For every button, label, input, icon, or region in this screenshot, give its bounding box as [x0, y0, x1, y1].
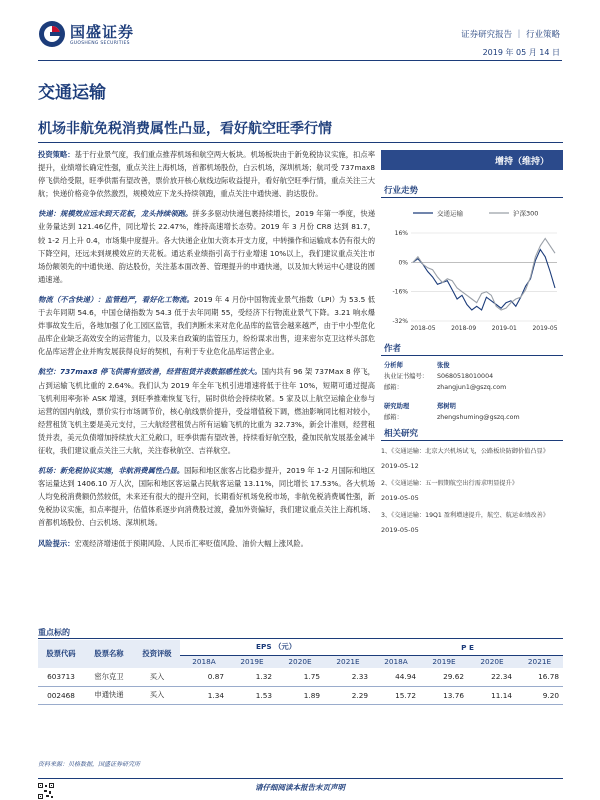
col-header-year: 2021E	[324, 655, 372, 668]
related-item[interactable]	[381, 444, 563, 474]
report-date: 2019 年 05 月 14 日	[482, 48, 560, 57]
assistant-name: 郑树明	[437, 403, 456, 410]
trend-heading-label: 行业走势	[384, 186, 419, 196]
col-header-code: 股票代码	[38, 640, 84, 668]
paragraph-lead: 航空：737max8 停飞供需有望改善，经营租赁并表数据感性放大。	[38, 367, 262, 377]
paragraph-logistics	[38, 293, 375, 358]
chart-x-ticks	[410, 325, 557, 332]
paragraph-airport	[38, 464, 375, 529]
eps-value: 1.34	[180, 686, 228, 704]
pe-value: 29.62	[420, 668, 468, 686]
chart-legend	[413, 209, 538, 218]
footer-disclaimer: 请仔细阅读本报告末页声明	[255, 783, 345, 792]
pe-value: 15.72	[372, 686, 420, 704]
paragraph-express	[38, 207, 375, 286]
analyst-heading-label: 作者	[384, 344, 402, 354]
col-header-year: 2018A	[180, 655, 228, 668]
report-title: 机场非航免税消费属性凸显，看好航空旺季行情	[38, 121, 332, 137]
industry-name: 交通运输	[38, 83, 106, 103]
assistant-role: 研究助理	[384, 403, 410, 410]
paragraph-lead: 风险提示：	[38, 538, 75, 548]
report-body	[38, 148, 375, 557]
analyst-row	[381, 382, 563, 393]
related-title[interactable]: 2、《交通运输：五一假期航空出行需求明显提升》	[381, 480, 518, 487]
stock-code: 002468	[38, 686, 84, 704]
eps-value: 1.75	[276, 668, 324, 686]
rating-value: 增持（维持）	[494, 157, 549, 167]
analyst-email[interactable]: zhangjun1@gszq.com	[437, 384, 507, 391]
analyst-row	[381, 360, 563, 371]
related-item[interactable]	[381, 476, 563, 506]
pe-value: 22.34	[468, 668, 516, 686]
paragraph-strategy	[38, 148, 375, 200]
col-header-year: 2019E	[420, 655, 468, 668]
report-type: 证券研究报告 ｜ 行业策略	[461, 30, 560, 40]
paragraph-text: 基于行业景气度，我们重点推荐机场和航空两大板块。机场板块由于新免税协议实施，扣点率提升，业绩增长确定性强，重点关注上海机场，首都机场股份，白云机场，深圳机场；航司受 737max8 停飞供给受限，旺季供需有望改善，票价放开核心航线边际收益提升，看好航空旺季行情，重点关注三大航；快递价格竞争依然激烈，规模效应下龙头持续领跑，重点关注中通快递、韵达股份。	[38, 150, 376, 199]
related-date: 2019-05-05	[381, 494, 419, 502]
header-divider	[38, 60, 562, 61]
y-tick-label: -16%	[392, 288, 408, 296]
x-tick-label: 2018-09	[451, 325, 477, 332]
logo-chinese-name: 国盛证券	[70, 23, 135, 41]
stock-name: 申通快递	[84, 686, 134, 704]
col-header-rating: 投资评级	[134, 640, 180, 668]
col-header-pe: P E	[372, 640, 563, 655]
table-row	[38, 686, 563, 704]
analyst-info	[381, 360, 563, 423]
analyst-name: 张俊	[437, 362, 450, 369]
analyst-role: 分析师	[384, 362, 403, 369]
col-header-year: 2021E	[516, 655, 563, 668]
pe-value: 44.94	[372, 668, 420, 686]
logo-mark-icon	[38, 20, 66, 48]
y-tick-label: 16%	[394, 230, 408, 237]
y-tick-label: 0%	[398, 259, 408, 267]
eps-value: 1.89	[276, 686, 324, 704]
logo-english-name: GUOSHENG SECURITIES	[70, 41, 130, 46]
col-header-eps: EPS （元）	[180, 640, 372, 655]
paragraph-lead: 投资策略：	[38, 150, 75, 159]
analyst-heading	[381, 340, 563, 356]
analyst-row	[381, 412, 563, 423]
col-header-name: 股票名称	[84, 640, 134, 668]
paragraph-text: 宏观经济增速低于预期风险、人民币汇率贬值风险、油价大幅上涨风险。	[74, 538, 308, 548]
analyst-field-label: 执业证书编号：	[384, 373, 429, 380]
col-header-year: 2020E	[468, 655, 516, 668]
stock-rating: 买入	[134, 668, 180, 686]
table-row	[38, 668, 563, 686]
paragraph-risk	[38, 537, 375, 550]
related-heading-label: 相关研究	[384, 429, 419, 439]
page-header	[0, 0, 600, 62]
analyst-row	[381, 401, 563, 412]
company-logo	[38, 20, 158, 50]
eps-value: 1.32	[228, 668, 276, 686]
related-heading	[381, 425, 563, 441]
analyst-heading-rule	[381, 355, 563, 356]
eps-value: 2.33	[324, 668, 372, 686]
stock-name: 密尔克卫	[84, 668, 134, 686]
key-stocks-rule	[38, 638, 563, 639]
assistant-email[interactable]: zhengshuming@gszq.com	[437, 414, 520, 421]
col-header-year: 2019E	[228, 655, 276, 668]
paragraph-lead: 机场：新免税协议实施，非航消费属性凸显。	[38, 466, 185, 476]
footer-divider	[38, 778, 563, 779]
related-heading-rule	[381, 440, 563, 441]
key-stocks-table	[38, 640, 563, 705]
paragraph-text: 国际和地区旅客占比稳步提升，2019 年 1-2 月国际和地区客运量达到 1406.10 万人次，国际和地区客运量占民航客运量 13.11%，同比增长 17.53%。各大机场人均免税消费额仍然较低，未来还有很大的提升空间，长期看好机场免税市场，非航免税消费属性强，新免税协议实施，扣点率提升，估值体系逐步向消费股过渡，叠加外资偏好，我们建议重点关注上海机场、首都机场股份、白云机场、深圳机场。	[38, 466, 376, 528]
paragraph-text: 国内共有 96 架 737Max 8 停飞，占到运输飞机比重的 2.64%。我们认为 2019 年全年飞机引进增速将低于往年 10%，短期可通过提高飞机利用率弥补 ASK 增速，到旺季推难恢复飞行，届时供给会持续收紧。5 家及以上航空运输企业参与运营的国内航线，票价实行市场调节价，核心航线票价提升，受益增值税下调，燃油影响同比相对较小，经营租赁飞机主要是美元支付，三大航经营租赁占所有运输飞机的比重为 32.73%，新会计准则，经营租赁并表，美元负债增加持续放大汇兑敞口，旺季供需有望改善，持续看好航空股，叠加民航发展基金减半征收，我们建议重点关注三大航，关注春秋航空、吉祥航空。	[38, 367, 375, 455]
x-tick-label: 2018-05	[410, 325, 436, 332]
related-date: 2019-05-12	[381, 462, 419, 470]
industry-trend-chart	[381, 203, 563, 333]
series-line	[413, 250, 555, 311]
eps-value: 1.53	[228, 686, 276, 704]
title-divider	[38, 142, 563, 143]
paragraph-aviation	[38, 365, 375, 457]
key-stocks-label: 重点标的	[38, 628, 70, 637]
y-tick-label: -32%	[392, 318, 408, 325]
related-item[interactable]	[381, 508, 563, 538]
related-title[interactable]: 1、《交通运输：北京大兴机场试飞，公路板块防御价值凸显》	[381, 448, 549, 455]
legend-label: 交通运输	[437, 209, 463, 218]
paragraph-lead: 快递：规模效应远未到天花板，龙头持续领跑。	[38, 209, 193, 219]
stock-code: 603713	[38, 668, 84, 686]
data-source: 资料来源：贝格数据，国盛证券研究所	[38, 761, 141, 768]
analyst-field-label: 邮箱：	[384, 384, 403, 391]
series-line	[413, 239, 555, 311]
analyst-row	[381, 371, 563, 382]
eps-value: 2.29	[324, 686, 372, 704]
legend-label: 沪深300	[513, 209, 539, 218]
related-research-list	[381, 444, 563, 540]
analyst-field-label: 邮箱：	[384, 414, 403, 421]
paragraph-text: 拼多多驱动快递包裹持续增长，2019 年第一季度，快递业务量达到 121.46亿件，同比增长 22.47%，维持高速增长态势。2019 年 3 月份 CR8 达到 81.7，较 1-2 月上升 0.4，市场集中度提升。各大快递企业加大资本开支力度，中转操作和运输成本仍有很大的下降空间，还远未到规模效应的天花板。通达系业绩指引高于行业增速 10%以上，我们建议重点关注市场份额领先的中通快递、韵达股份，关注基本面改善、管理提升的申通快递，以及加大转运中心建设的圆通速递。	[38, 209, 376, 284]
pe-value: 11.14	[468, 686, 516, 704]
chart-y-ticks	[392, 230, 408, 325]
paragraph-text: 2019 年 4 月份中国物流业景气指数（LPI）为 53.5 低于去年同期 54.6，中国仓储指数为 54.3 低于去年同期 55，受经济下行物流业景气下降。3.21 响水爆炸事故发生后，各地加强了化工园区监管，我们判断未来对危化品库的监管会越来越严，由于中小型危化品库企业缺乏高效安全的运营能力，以及来自政策的监管压力，纷纷谋求出售，迎来密尔克卫这样头部危化品库运营企业并购发展获得良好的契机，有利于专业危化品库运营企业。	[38, 294, 375, 357]
paragraph-lead: 物流（不含快递）：监管趋严，看好化工物流。	[38, 294, 194, 304]
col-header-year: 2018A	[372, 655, 420, 668]
related-title[interactable]: 3、《交通运输：19Q1 盈利增速提升，航空、航运业绩改善》	[381, 512, 549, 519]
col-header-year: 2020E	[276, 655, 324, 668]
pe-value: 9.20	[516, 686, 563, 704]
x-tick-label: 2019-05	[532, 325, 558, 332]
eps-value: 0.87	[180, 668, 228, 686]
chart-lines	[413, 239, 555, 311]
pe-value: 16.78	[516, 668, 563, 686]
related-date: 2019-05-05	[381, 526, 419, 534]
trend-heading	[381, 182, 563, 198]
x-tick-label: 2019-01	[491, 325, 517, 332]
rating-banner	[381, 150, 563, 170]
stock-rating: 买入	[134, 686, 180, 704]
pe-value: 13.76	[420, 686, 468, 704]
trend-heading-rule	[381, 197, 563, 198]
analyst-cert-number: S0680518010004	[437, 373, 494, 380]
